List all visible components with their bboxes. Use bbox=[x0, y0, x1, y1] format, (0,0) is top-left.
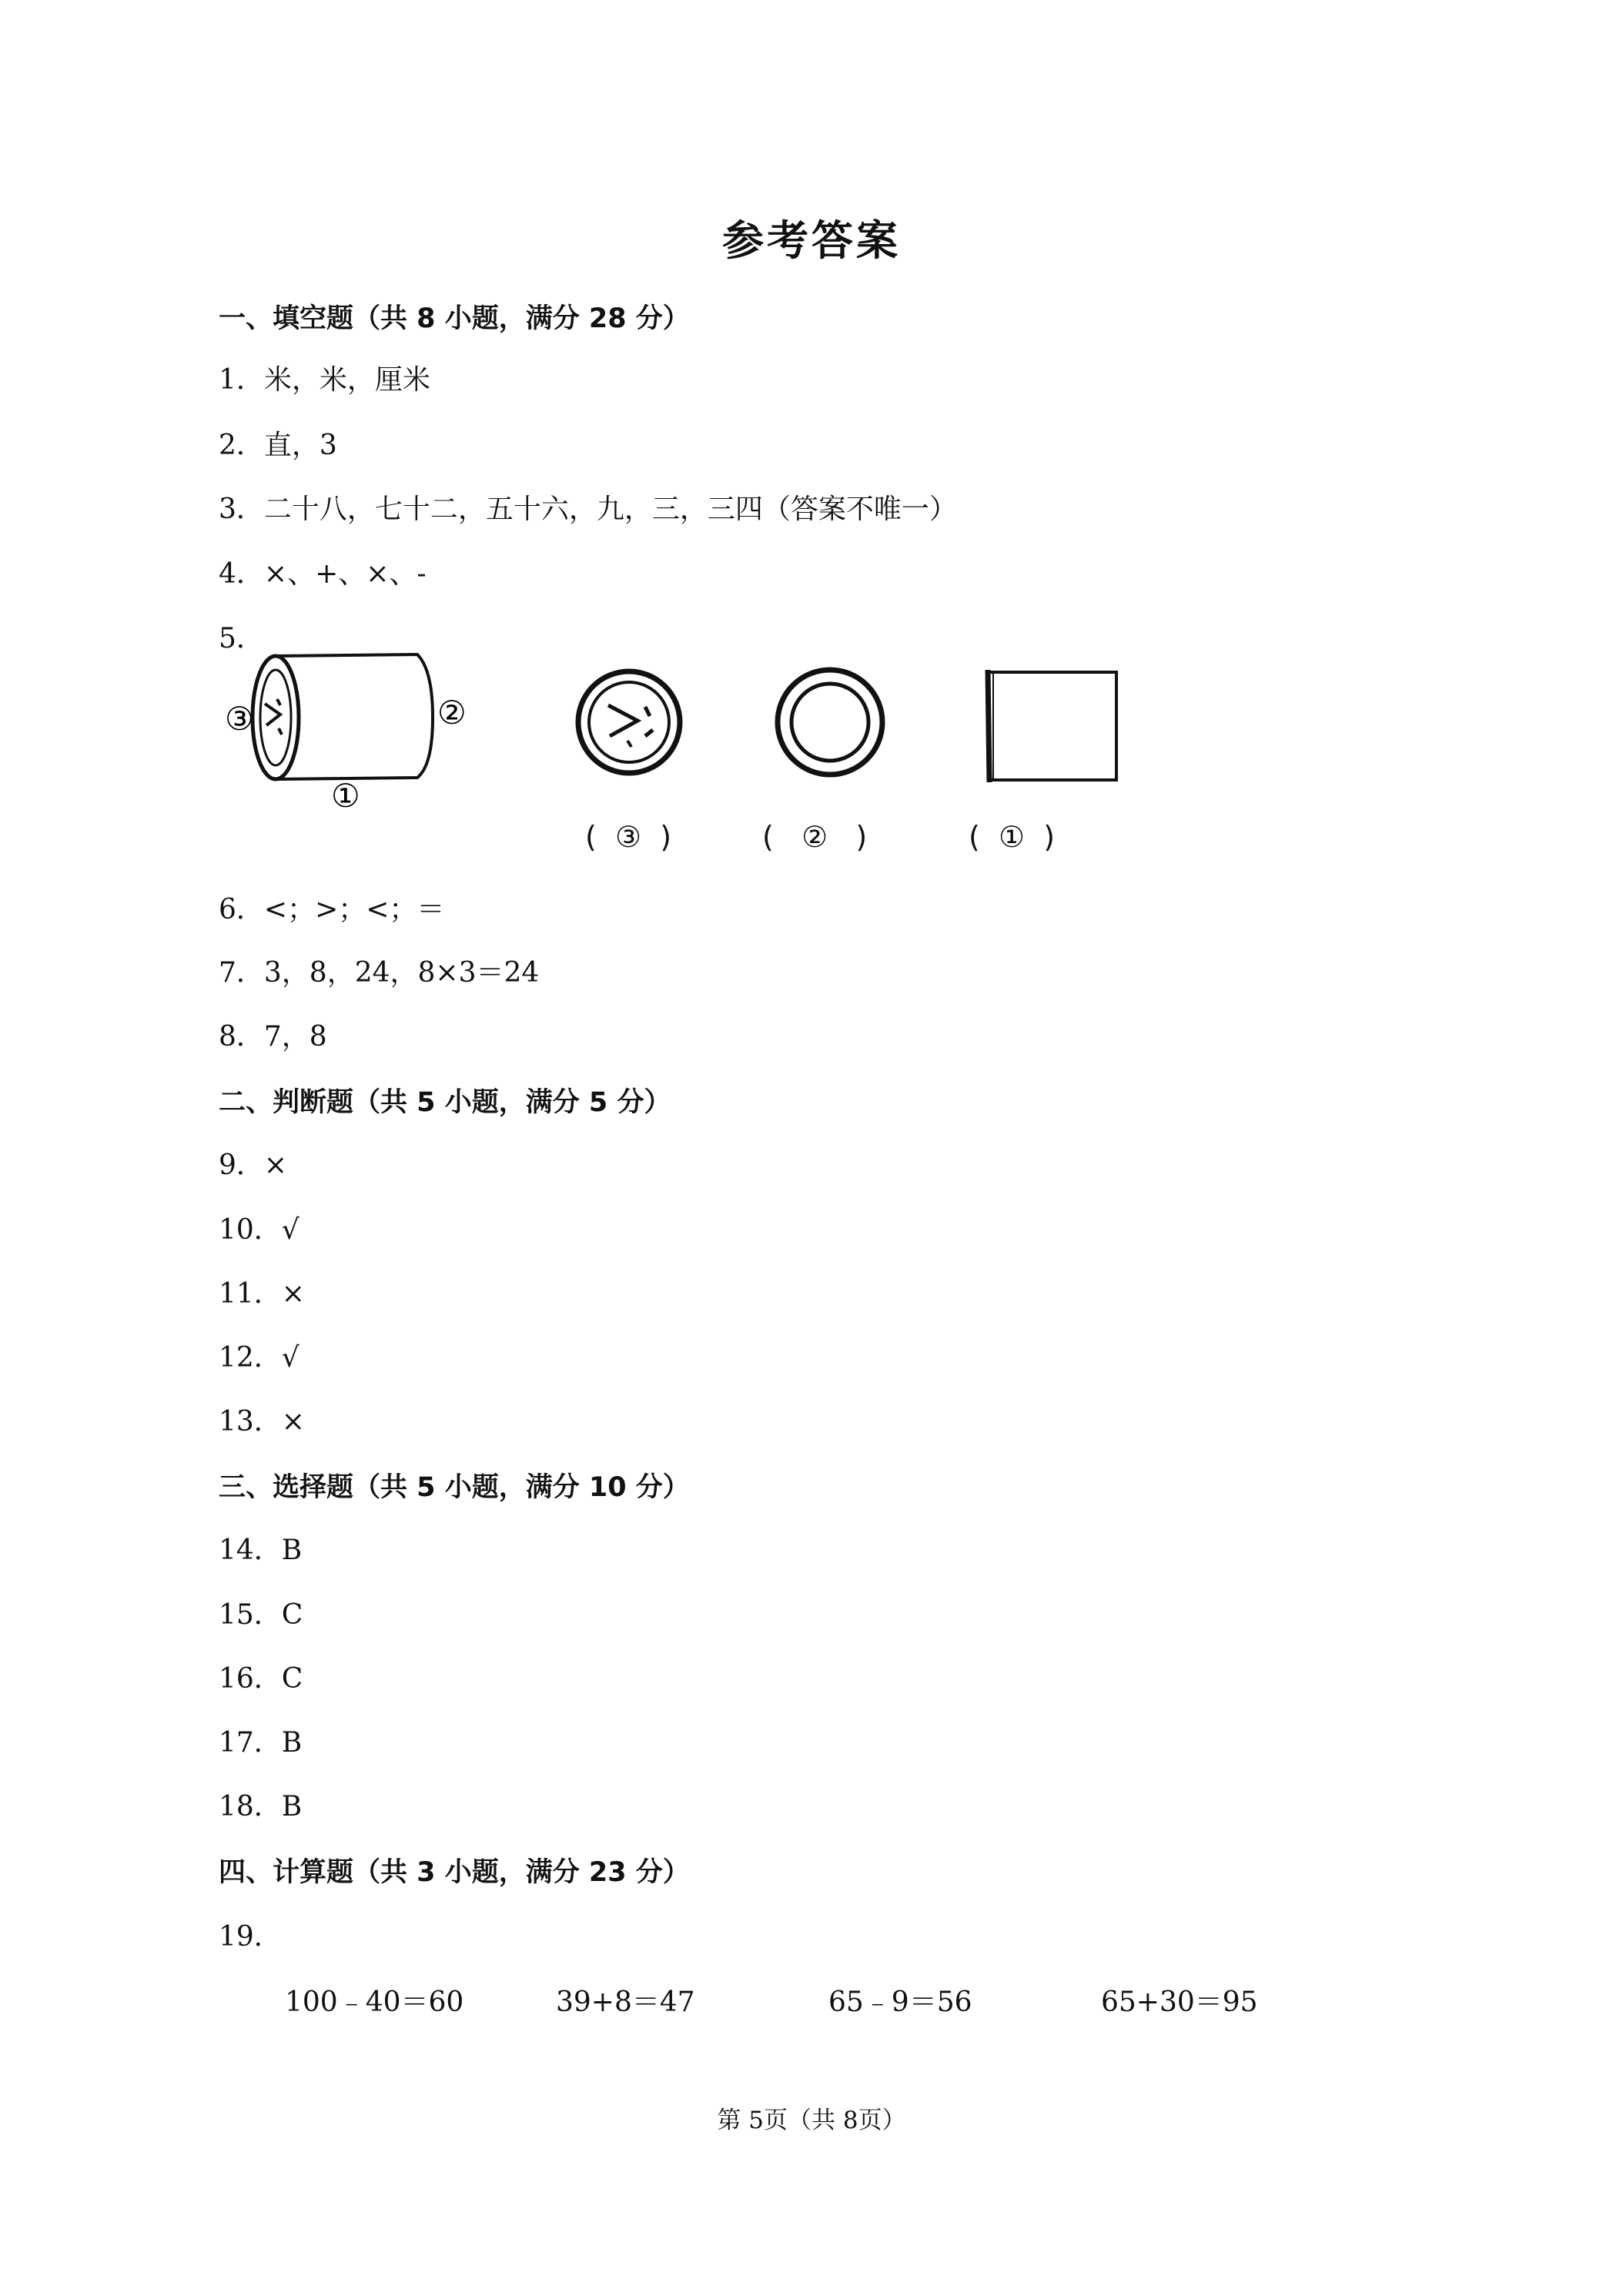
answer-line: 2．直，3 bbox=[219, 430, 337, 461]
cylinder-label-bottom: ① bbox=[331, 777, 360, 815]
calc-3: 65﹣9＝56 bbox=[828, 1986, 972, 2018]
answer-line: 6．<；>；<；＝ bbox=[219, 894, 445, 925]
answer-line: 16．C bbox=[219, 1663, 303, 1695]
view-side-rectangle bbox=[987, 670, 1116, 782]
answer-line: 7．3，8，24，8×3＝24 bbox=[219, 957, 540, 989]
q5-figure bbox=[208, 639, 1209, 870]
answer-line: 14．B bbox=[219, 1535, 303, 1566]
section-heading: 一、填空题（共 8 小题，满分 28 分） bbox=[219, 303, 690, 334]
answer-line: 13．× bbox=[219, 1406, 305, 1438]
answer-value-1: ③ bbox=[614, 820, 642, 854]
answer-line: 12．√ bbox=[219, 1342, 300, 1374]
page-footer: 第 5页（共 8页） bbox=[717, 2107, 906, 2134]
answer-line: 19． bbox=[219, 1921, 282, 1953]
section-heading: 二、判断题（共 5 小题，满分 5 分） bbox=[219, 1087, 671, 1118]
page-title: 参考答案 bbox=[722, 216, 901, 265]
answer-paren-2: ( ② ) bbox=[762, 820, 868, 854]
answer-paren-1: ( ③ ) bbox=[585, 820, 672, 854]
answer-line: 10．√ bbox=[219, 1214, 300, 1246]
calc-2: 39+8＝47 bbox=[556, 1986, 695, 2018]
section-heading: 四、计算题（共 3 小题，满分 23 分） bbox=[219, 1857, 690, 1888]
answer-paren-3: ( ① ) bbox=[969, 820, 1056, 854]
view-ring-end bbox=[778, 670, 882, 775]
cylinder-label-left: ③ bbox=[225, 700, 254, 738]
answer-value-3: ① bbox=[998, 820, 1026, 854]
section-heading: 三、选择题（共 5 小题，满分 10 分） bbox=[219, 1472, 690, 1503]
answer-line: 3．二十八，七十二，五十六，九，三，三四（答案不唯一） bbox=[219, 494, 957, 525]
cylinder-illustration bbox=[253, 654, 433, 779]
calc-4: 65+30＝95 bbox=[1101, 1986, 1258, 2018]
view-face-end bbox=[578, 671, 680, 773]
answer-line: 18．B bbox=[219, 1791, 303, 1822]
answer-line: 17．B bbox=[219, 1727, 303, 1759]
answer-line: 1．米，米，厘米 bbox=[219, 364, 430, 396]
answer-line: 8．7，8 bbox=[219, 1021, 327, 1053]
answer-line: 11．× bbox=[219, 1278, 305, 1310]
calc-1: 100﹣40＝60 bbox=[285, 1986, 464, 2018]
answer-line: 9．× bbox=[219, 1150, 288, 1181]
answer-line: 15．C bbox=[219, 1599, 303, 1631]
answer-line: 5． bbox=[219, 623, 264, 654]
answer-value-2: ② bbox=[801, 820, 828, 854]
cylinder-label-right: ② bbox=[437, 694, 467, 731]
answer-line: 4．×、+、×、- bbox=[219, 558, 427, 590]
q5-figure-drawing bbox=[208, 639, 1209, 870]
